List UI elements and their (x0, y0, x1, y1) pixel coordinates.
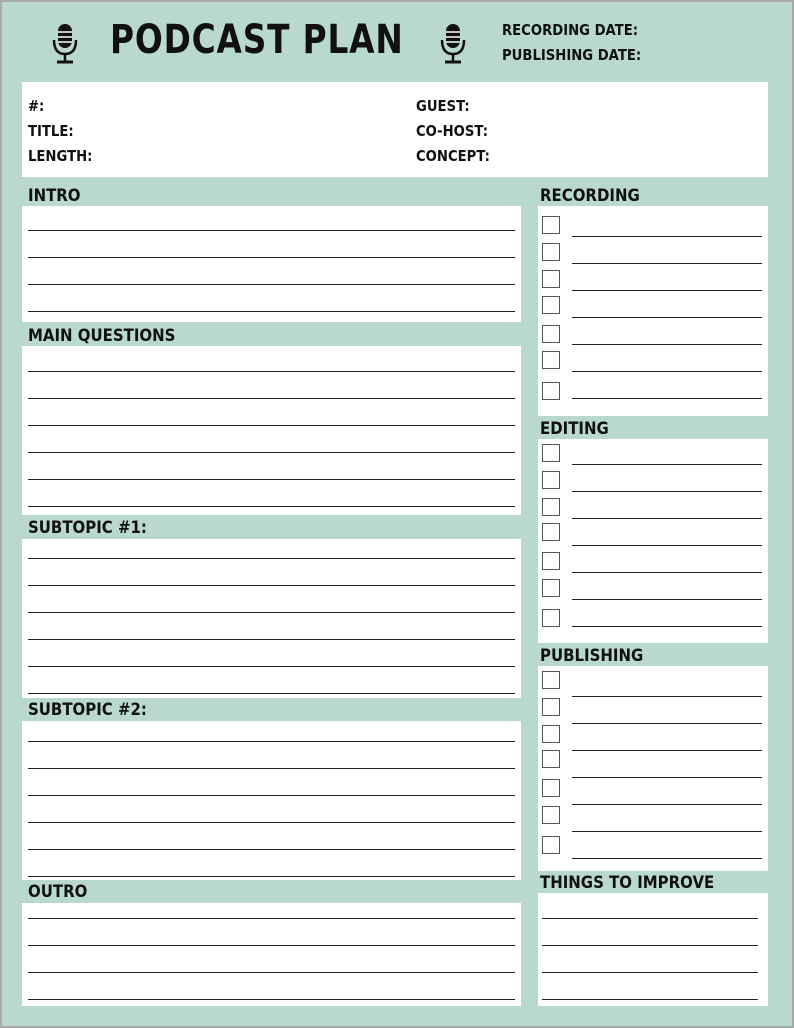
episode-info-box (22, 82, 768, 177)
checkbox[interactable] (542, 243, 560, 261)
checkbox[interactable] (542, 498, 560, 516)
writing-line (572, 398, 762, 399)
checkbox[interactable] (542, 216, 560, 234)
writing-line (28, 612, 515, 613)
outro-notes-box[interactable] (22, 903, 521, 1006)
writing-line (572, 804, 762, 805)
checkbox[interactable] (542, 836, 560, 854)
writing-line (28, 284, 515, 285)
writing-line (572, 518, 762, 519)
checkbox[interactable] (542, 671, 560, 689)
writing-line (28, 506, 515, 507)
writing-line (542, 999, 758, 1000)
checkbox[interactable] (542, 270, 560, 288)
checkbox[interactable] (542, 382, 560, 400)
writing-line (542, 972, 758, 973)
checkbox[interactable] (542, 806, 560, 824)
writing-line (572, 236, 762, 237)
subtopic2-heading: SUBTOPIC #2: (28, 700, 147, 720)
writing-line (572, 263, 762, 264)
writing-line (28, 230, 515, 231)
writing-line (28, 999, 515, 1000)
writing-line (572, 344, 762, 345)
writing-line (28, 398, 515, 399)
publishing-date-label: PUBLISHING DATE: (502, 46, 642, 64)
writing-line (28, 918, 515, 919)
writing-line (28, 558, 515, 559)
checkbox[interactable] (542, 523, 560, 541)
writing-line (28, 452, 515, 453)
cohost-label: CO-HOST: (416, 122, 488, 140)
subtopic1-notes-box[interactable] (22, 539, 521, 698)
checkbox[interactable] (542, 325, 560, 343)
writing-line (28, 666, 515, 667)
writing-line (572, 290, 762, 291)
outro-heading: OUTRO (28, 882, 88, 902)
writing-line (28, 849, 515, 850)
page-title: PODCAST PLAN (110, 17, 404, 63)
writing-line (28, 768, 515, 769)
writing-line (28, 585, 515, 586)
intro-heading: INTRO (28, 186, 81, 206)
things-to-improve-heading: THINGS TO IMPROVE (540, 873, 715, 893)
checkbox[interactable] (542, 351, 560, 369)
writing-line (572, 777, 762, 778)
writing-line (572, 831, 762, 832)
editing-checklist-box (538, 439, 768, 643)
writing-line (572, 599, 762, 600)
writing-line (28, 257, 515, 258)
writing-line (28, 741, 515, 742)
publishing-heading: PUBLISHING (540, 646, 644, 666)
writing-line (572, 723, 762, 724)
checkbox[interactable] (542, 779, 560, 797)
writing-line (572, 858, 762, 859)
publishing-checklist-box (538, 666, 768, 871)
guest-label: GUEST: (416, 97, 470, 115)
checkbox[interactable] (542, 698, 560, 716)
checkbox[interactable] (542, 552, 560, 570)
checkbox[interactable] (542, 725, 560, 743)
main-questions-heading: MAIN QUESTIONS (28, 326, 176, 346)
writing-line (28, 822, 515, 823)
writing-line (28, 425, 515, 426)
writing-line (572, 317, 762, 318)
microphone-icon (438, 22, 468, 66)
writing-line (28, 639, 515, 640)
checkbox[interactable] (542, 296, 560, 314)
writing-line (542, 918, 758, 919)
length-label: LENGTH: (28, 147, 93, 165)
writing-line (28, 945, 515, 946)
writing-line (28, 371, 515, 372)
checkbox[interactable] (542, 579, 560, 597)
writing-line (28, 693, 515, 694)
title-label: TITLE: (28, 122, 74, 140)
checkbox[interactable] (542, 750, 560, 768)
checkbox[interactable] (542, 609, 560, 627)
checkbox[interactable] (542, 444, 560, 462)
writing-line (572, 491, 762, 492)
writing-line (572, 750, 762, 751)
writing-line (572, 696, 762, 697)
writing-line (572, 464, 762, 465)
writing-line (28, 795, 515, 796)
things-to-improve-box[interactable] (538, 893, 768, 1006)
writing-line (572, 371, 762, 372)
concept-label: CONCEPT: (416, 147, 490, 165)
main-questions-notes-box[interactable] (22, 346, 521, 515)
writing-line (28, 479, 515, 480)
writing-line (28, 311, 515, 312)
writing-line (572, 626, 762, 627)
microphone-icon (50, 22, 80, 66)
writing-line (28, 876, 515, 877)
subtopic2-notes-box[interactable] (22, 721, 521, 880)
subtopic1-heading: SUBTOPIC #1: (28, 518, 147, 538)
checkbox[interactable] (542, 471, 560, 489)
editing-heading: EDITING (540, 419, 609, 439)
number-label: #: (28, 97, 45, 115)
writing-line (572, 572, 762, 573)
intro-notes-box[interactable] (22, 206, 521, 322)
writing-line (28, 972, 515, 973)
writing-line (572, 545, 762, 546)
recording-checklist-box (538, 206, 768, 416)
recording-heading: RECORDING (540, 186, 640, 206)
writing-line (542, 945, 758, 946)
recording-date-label: RECORDING DATE: (502, 21, 639, 39)
